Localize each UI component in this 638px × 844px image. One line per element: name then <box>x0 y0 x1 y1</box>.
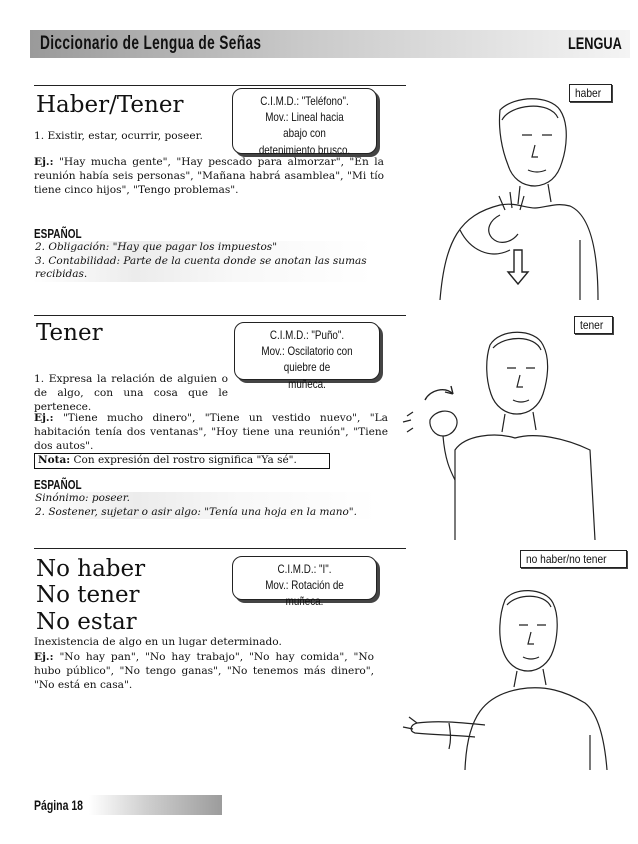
rotation-arrow-icon <box>425 386 453 400</box>
espanol-title: ESPAÑOL <box>34 227 82 241</box>
signer-illustration-no-haber <box>395 585 610 775</box>
espanol-senses: Sinónimo: poseer. 2. Sostener, sujetar o asir algo: "Tenía una hoja en la mano". <box>33 492 378 519</box>
headword-no-haber: No haber No tener No estar <box>36 556 146 635</box>
definition: 1. Existir, estar, ocurrir, poseer. <box>34 130 203 142</box>
cimd-movement-cont: muñeca. <box>288 376 326 391</box>
sign-label: haber <box>569 84 612 102</box>
espanol-senses: 2. Obligación: "Hay que pagar los impuestos" 3. Contabilidad: Parte de la cuenta donde se anotan las sumas recibidas. <box>33 241 373 282</box>
examples: Ej.: "Hay mucha gente", "Hay pescado para almorzar", "En la reunión había seis personas", "Mañana habrá asamblea", "Mi tío tiene cinco hijos", "Tengo problemas". <box>34 156 384 196</box>
signer-illustration-haber <box>430 90 600 310</box>
divider <box>34 315 406 316</box>
down-arrow-icon <box>508 250 528 284</box>
cimd-movement: Mov.: Oscilatorio con quiebre de <box>261 344 353 375</box>
headword-haber-tener: Haber/Tener <box>36 92 184 118</box>
signer-illustration-tener <box>395 320 605 540</box>
cimd-movement: Mov.: Rotación de muñeca. <box>265 578 344 609</box>
sign-label: no haber/no tener <box>520 550 627 568</box>
cimd-box <box>234 322 380 391</box>
examples: Ej.: "Tiene mucho dinero", "Tiene un vestido nuevo", "La habitación tenía dos ventanas", "Hoy tiene una reunión", "Tiene dos autos". <box>34 412 389 452</box>
espanol-title: ESPAÑOL <box>34 478 82 492</box>
sign-label: tener <box>574 316 613 334</box>
cimd-config: C.I.M.D.: "Teléfono". <box>260 94 349 108</box>
definition: 1. Expresa la relación de alguien o de algo, con una cosa que le pertenece. <box>34 373 228 413</box>
cimd-config: C.I.M.D.: "I". <box>277 562 332 576</box>
divider <box>34 85 406 86</box>
page-footer <box>32 795 222 815</box>
cimd-movement-cont: detenimiento brusco. <box>258 142 351 157</box>
nota-box: Nota: Con expresión del rostro significa "Ya sé". <box>34 453 330 469</box>
section-name: LENGUA <box>568 34 622 53</box>
cimd-box <box>232 556 377 609</box>
page-number: Página 18 <box>34 797 84 813</box>
cimd-config: C.I.M.D.: "Puño". <box>269 328 345 342</box>
definition: Inexistencia de algo en un lugar determinado. <box>34 636 282 648</box>
headword-tener: Tener <box>36 320 103 346</box>
cimd-movement: Mov.: Lineal hacia abajo con <box>265 110 344 141</box>
examples: Ej.: "No hay pan", "No hay trabajo", "No hay comida", "No hubo público", "No tengo ganas", "No tenemos más dinero", "No está en casa". <box>34 651 374 691</box>
divider <box>34 548 406 549</box>
page-header <box>30 30 630 58</box>
dictionary-title: Diccionario de Lengua de Señas <box>40 33 262 54</box>
cimd-box <box>232 88 377 157</box>
